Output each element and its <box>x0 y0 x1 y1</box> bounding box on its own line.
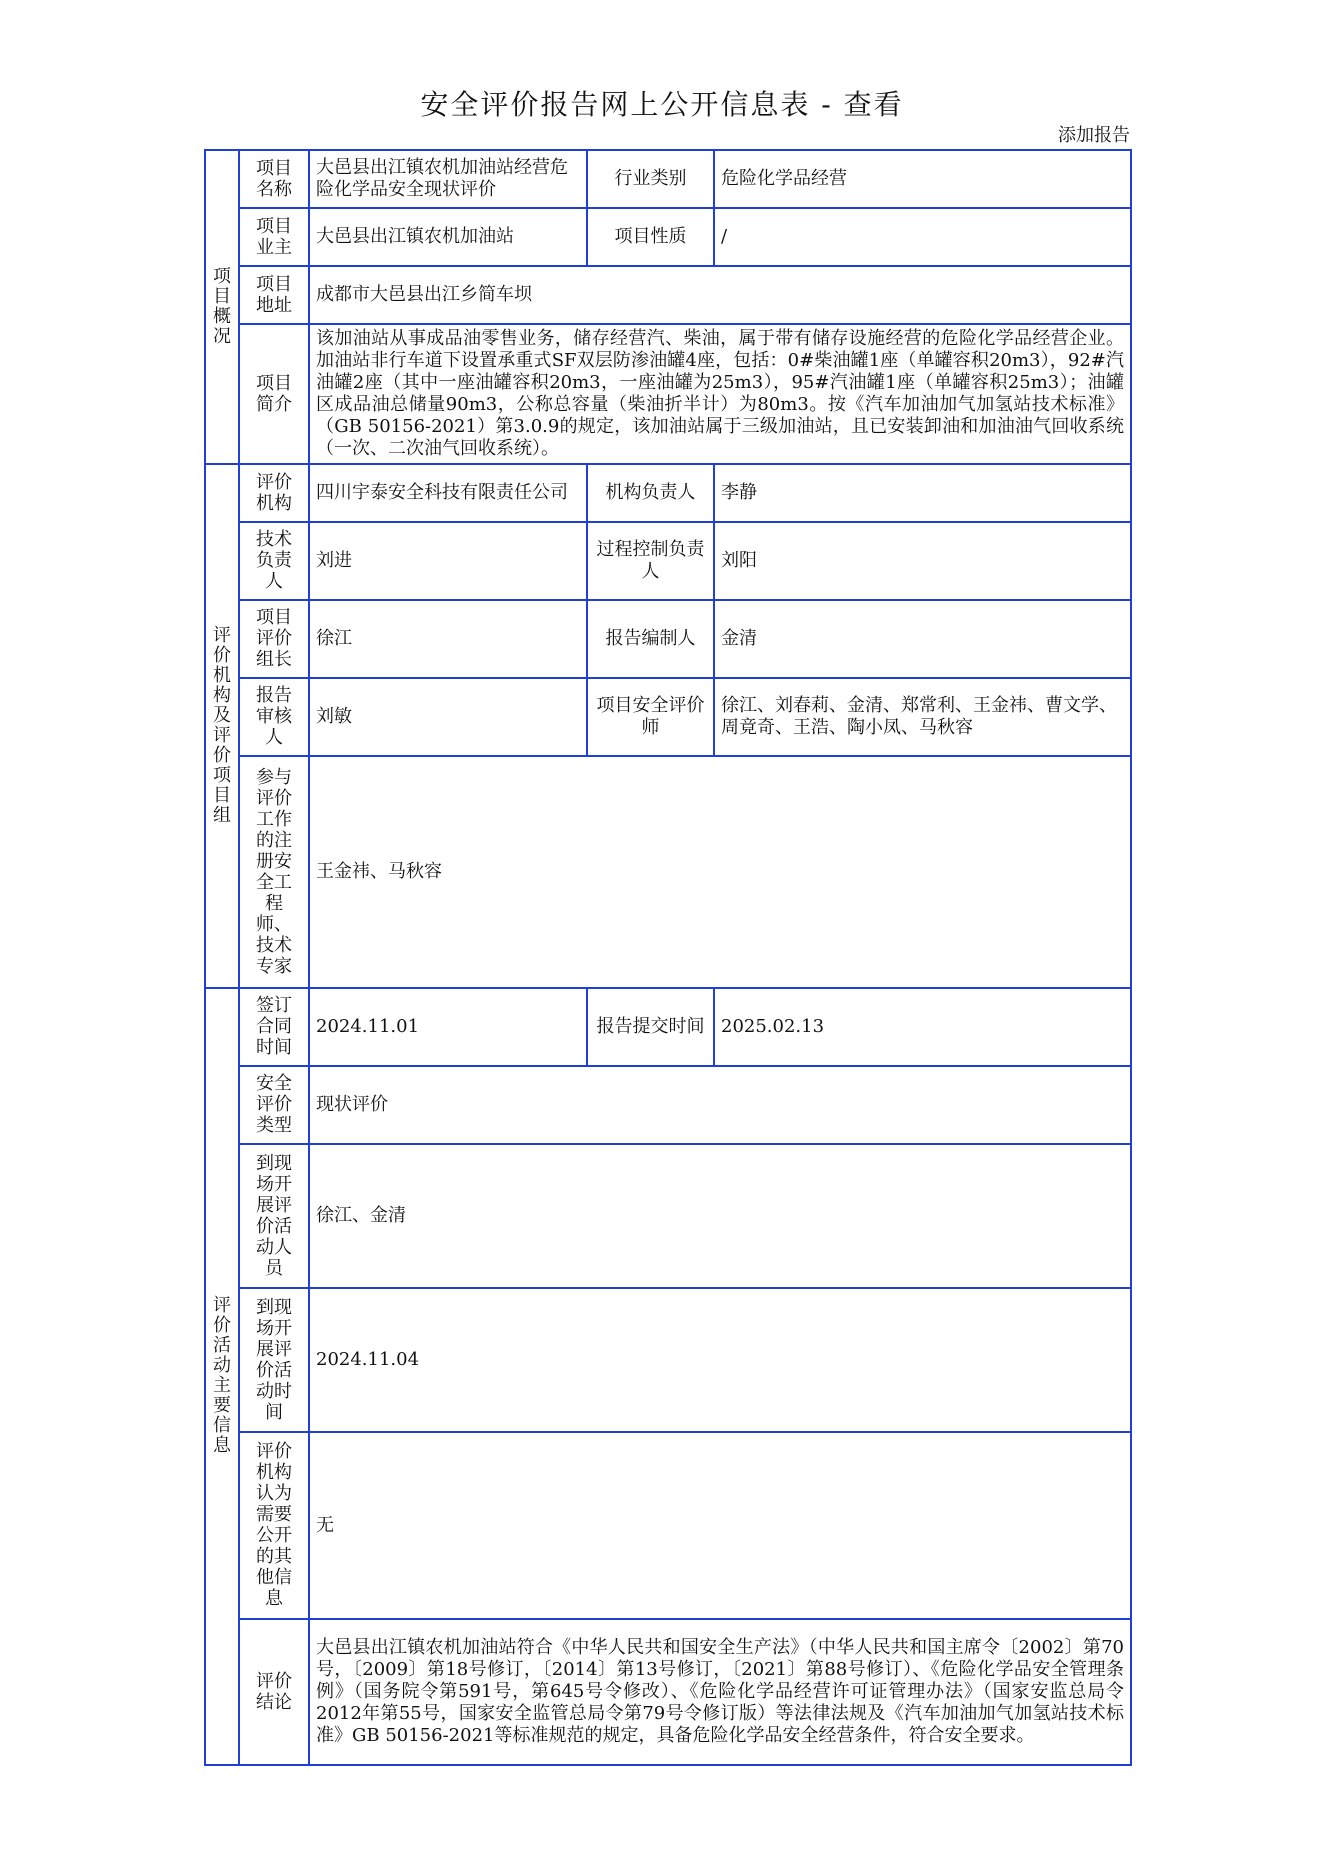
nature-value: / <box>714 208 1131 266</box>
label-cell <box>239 522 309 600</box>
section-activity <box>205 988 239 1765</box>
org-value: 四川宇泰安全科技有限责任公司 <box>309 464 587 522</box>
owner-label: 项目业主 <box>256 215 292 258</box>
evaluators-value: 徐江、刘春莉、金清、郑常利、王金祎、曹文学、周竟奇、王浩、陶小凤、马秋容 <box>714 678 1131 756</box>
reviewer-label: 报告审核人 <box>256 685 292 748</box>
label-cell <box>239 150 309 208</box>
conclusion-value: 大邑县出江镇农机加油站符合《中华人民共和国安全生产法》（中华人民共和国主席令〔2002〕第70号，〔2009〕第18号修订，〔2014〕第13号修订，〔2021〕第88号修订）、《危险化学品安全管理条例》（国务院令第591号，第645号令修改）、《危险化学品经营许可证管理办法》（国家安监总局令2012年第55号，国家安全监管总局令第79号令修订版）等法律法规及《汽车加油加气加氢站技术标准》GB 50156-2021等标准规范的规定，具备危险化学品安全经营条件，符合安全要求。 <box>309 1619 1131 1765</box>
row-staff <box>205 1144 1131 1288</box>
project-name-value: 大邑县出江镇农机加油站经营危险化学品安全现状评价 <box>309 150 587 208</box>
row-engineers <box>205 756 1131 988</box>
label-cell <box>239 266 309 324</box>
other-value: 无 <box>309 1432 1131 1619</box>
row-leader <box>205 600 1131 678</box>
label-cell <box>239 1066 309 1144</box>
section-overview <box>205 150 239 464</box>
page-title: 安全评价报告网上公开信息表 - 查看 <box>420 88 904 121</box>
label-cell <box>239 600 309 678</box>
info-table <box>204 149 1132 1766</box>
type-label: 安全评价类型 <box>256 1073 292 1136</box>
date-label: 到现场开展评价活动时间 <box>256 1296 292 1423</box>
section-activity-label: 评价活动主要信息 <box>213 1295 231 1456</box>
row-project-name <box>205 150 1131 208</box>
project-name-label: 项目名称 <box>256 157 292 200</box>
engineers-label: 参与评价工作的注册安全工程师、技术专家 <box>256 766 292 977</box>
tech-value: 刘进 <box>309 522 587 600</box>
label-cell <box>239 678 309 756</box>
industry-value: 危险化学品经营 <box>714 150 1131 208</box>
label-cell <box>239 464 309 522</box>
leader-value: 徐江 <box>309 600 587 678</box>
contract-value: 2024.11.01 <box>309 988 587 1066</box>
tech-label: 技术负责人 <box>256 529 292 592</box>
intro-label: 项目简介 <box>256 372 292 415</box>
row-type <box>205 1066 1131 1144</box>
row-conclusion <box>205 1619 1131 1765</box>
process-label: 过程控制负责人 <box>587 522 714 600</box>
row-intro <box>205 324 1131 464</box>
section-agency-label: 评价机构及评价项目组 <box>213 624 231 826</box>
head-value: 李静 <box>714 464 1131 522</box>
industry-label: 行业类别 <box>587 150 714 208</box>
row-address <box>205 266 1131 324</box>
nature-label: 项目性质 <box>587 208 714 266</box>
contract-label: 签订合同时间 <box>256 995 292 1058</box>
row-reviewer <box>205 678 1131 756</box>
label-cell <box>239 756 309 988</box>
engineers-value: 王金祎、马秋容 <box>309 756 1131 988</box>
staff-label: 到现场开展评价活动人员 <box>256 1152 292 1279</box>
writer-label: 报告编制人 <box>587 600 714 678</box>
address-value: 成都市大邑县出江乡简车坝 <box>309 266 1131 324</box>
writer-value: 金清 <box>714 600 1131 678</box>
section-agency <box>205 464 239 988</box>
other-label: 评价机构认为需要公开的其他信息 <box>256 1441 292 1609</box>
submit-label: 报告提交时间 <box>587 988 714 1066</box>
reviewer-value: 刘敏 <box>309 678 587 756</box>
staff-value: 徐江、金清 <box>309 1144 1131 1288</box>
date-value: 2024.11.04 <box>309 1288 1131 1432</box>
type-value: 现状评价 <box>309 1066 1131 1144</box>
conclusion-label: 评价结论 <box>256 1670 292 1713</box>
row-tech <box>205 522 1131 600</box>
row-contract <box>205 988 1131 1066</box>
owner-value: 大邑县出江镇农机加油站 <box>309 208 587 266</box>
row-other <box>205 1432 1131 1619</box>
add-report-link[interactable]: 添加报告 <box>1058 125 1130 146</box>
label-cell <box>239 324 309 464</box>
row-date <box>205 1288 1131 1432</box>
head-label: 机构负责人 <box>587 464 714 522</box>
label-cell <box>239 1432 309 1619</box>
evaluators-label: 项目安全评价师 <box>587 678 714 756</box>
submit-value: 2025.02.13 <box>714 988 1131 1066</box>
process-value: 刘阳 <box>714 522 1131 600</box>
section-overview-label: 项目概况 <box>213 265 231 347</box>
address-label: 项目地址 <box>256 273 292 316</box>
label-cell <box>239 1144 309 1288</box>
row-owner <box>205 208 1131 266</box>
label-cell <box>239 208 309 266</box>
label-cell <box>239 1288 309 1432</box>
org-label: 评价机构 <box>256 471 292 514</box>
intro-value: 该加油站从事成品油零售业务，储存经营汽、柴油，属于带有储存设施经营的危险化学品经营企业。加油站非行车道下设置承重式SF双层防渗油罐4座，包括：0#柴油罐1座（单罐容积20m3），92#汽油罐2座（其中一座油罐容积20m3，一座油罐为25m3），95#汽油罐1座（单罐容积25m3）；油罐区成品油总储量90m3，公称总容量（柴油折半计）为80m3。按《汽车加油加气加氢站技术标准》（GB 50156-2021）第3.0.9的规定，该加油站属于三级加油站，且已安装卸油和加油油气回收系统（一次、二次油气回收系统）。 <box>309 324 1131 464</box>
leader-label: 项目评价组长 <box>256 607 292 670</box>
label-cell <box>239 988 309 1066</box>
row-org <box>205 464 1131 522</box>
label-cell <box>239 1619 309 1765</box>
